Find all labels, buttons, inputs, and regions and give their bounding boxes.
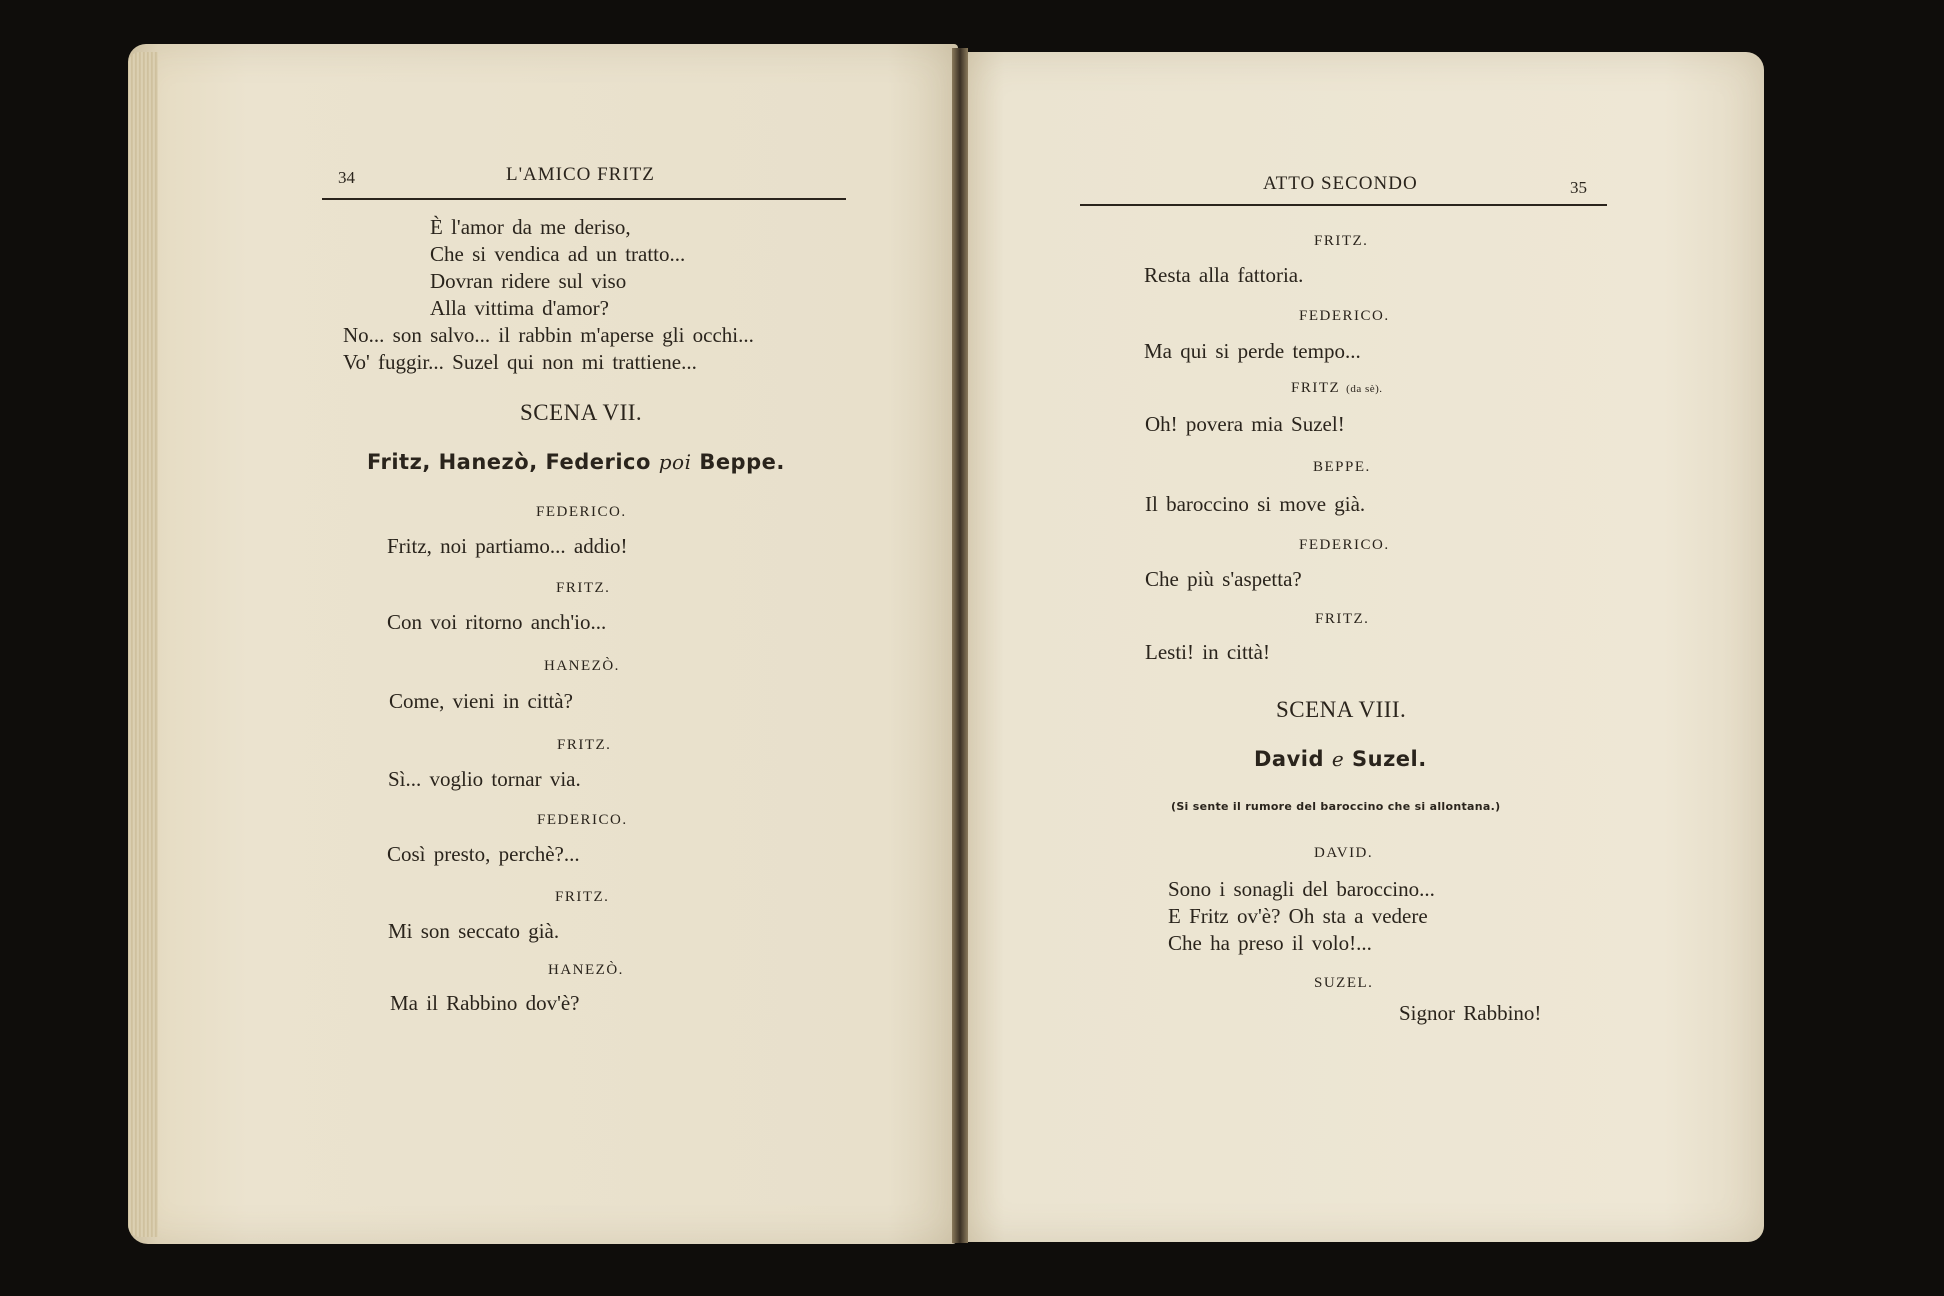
dialogue-line: Oh! povera mia Suzel! xyxy=(1145,412,1345,436)
dialogue-line: Fritz, noi partiamo... addio! xyxy=(387,534,628,558)
dialogue-line: Sì... voglio tornar via. xyxy=(388,767,581,791)
verse-line: Alla vittima d'amor? xyxy=(430,296,609,320)
speaker-label: FRITZ. xyxy=(1315,611,1370,627)
verse-line: No... son salvo... il rabbin m'aperse gli occhi... xyxy=(343,323,754,347)
dialogue-line: Sono i sonagli del baroccino... xyxy=(1168,877,1435,901)
dialogue-line: Il baroccino si move già. xyxy=(1145,492,1366,516)
page-edges xyxy=(128,52,158,1237)
scene-title: SCENA VII. xyxy=(520,400,643,425)
cast-connector: poi xyxy=(658,450,692,474)
stage-direction: (Si sente il rumore del baroccino che si allontana.) xyxy=(1171,800,1501,813)
speaker-name: FRITZ xyxy=(1291,380,1341,396)
dialogue-line: Come, vieni in città? xyxy=(389,689,573,713)
speaker-label: HANEZÒ. xyxy=(544,658,620,674)
dialogue-line: Ma il Rabbino dov'è? xyxy=(390,991,580,1015)
dialogue-line: Che più s'aspetta? xyxy=(1145,567,1302,591)
stage-aside: (da sè). xyxy=(1346,383,1383,395)
dialogue-line: Mi son seccato già. xyxy=(388,919,560,943)
verse-line: Vo' fuggir... Suzel qui non mi trattiene... xyxy=(343,350,697,374)
header-rule-right xyxy=(1080,204,1607,206)
verse-line: È l'amor da me deriso, xyxy=(430,215,631,239)
speaker-label: FEDERICO. xyxy=(1299,537,1390,553)
cast-last: Beppe. xyxy=(699,450,785,474)
cast-names: Fritz, Hanezò, Federico xyxy=(367,450,651,474)
scene-cast xyxy=(1254,747,1427,771)
scene-title: SCENA VIII. xyxy=(1276,697,1407,722)
speaker-label: FRITZ. xyxy=(556,580,611,596)
speaker-label: FEDERICO. xyxy=(537,812,628,828)
speaker-label: DAVID. xyxy=(1314,845,1374,861)
cast-first: David xyxy=(1254,747,1325,771)
speaker-label: HANEZÒ. xyxy=(548,962,624,978)
cast-connector: e xyxy=(1331,747,1345,771)
dialogue-line: Che ha preso il volo!... xyxy=(1168,931,1372,955)
dialogue-line: Resta alla fattoria. xyxy=(1144,263,1304,287)
speaker-label: FRITZ. xyxy=(1314,233,1369,249)
dialogue-line: Signor Rabbino! xyxy=(1399,1001,1542,1025)
dialogue-line: E Fritz ov'è? Oh sta a vedere xyxy=(1168,904,1428,928)
book-gutter xyxy=(952,48,968,1243)
header-rule-left xyxy=(322,198,846,200)
running-head-right: ATTO SECONDO xyxy=(1263,173,1418,194)
speaker-label xyxy=(1291,380,1383,397)
dialogue-line: Con voi ritorno anch'io... xyxy=(387,610,607,634)
page-number-left: 34 xyxy=(338,168,355,187)
speaker-label: FEDERICO. xyxy=(1299,308,1390,324)
right-page xyxy=(964,52,1764,1242)
speaker-label: SUZEL. xyxy=(1314,975,1374,991)
scene-cast xyxy=(367,450,785,474)
dialogue-line: Lesti! in città! xyxy=(1145,640,1270,664)
cast-last: Suzel. xyxy=(1352,747,1427,771)
running-head-left: L'AMICO FRITZ xyxy=(506,164,655,185)
verse-line: Che si vendica ad un tratto... xyxy=(430,242,686,266)
speaker-label: BEPPE. xyxy=(1313,459,1371,475)
page-number-right: 35 xyxy=(1570,178,1587,197)
speaker-label: FRITZ. xyxy=(557,737,612,753)
speaker-label: FRITZ. xyxy=(555,889,610,905)
verse-line: Dovran ridere sul viso xyxy=(430,269,627,293)
speaker-label: FEDERICO. xyxy=(536,504,627,520)
dialogue-line: Ma qui si perde tempo... xyxy=(1144,339,1361,363)
dialogue-line: Così presto, perchè?... xyxy=(387,842,580,866)
